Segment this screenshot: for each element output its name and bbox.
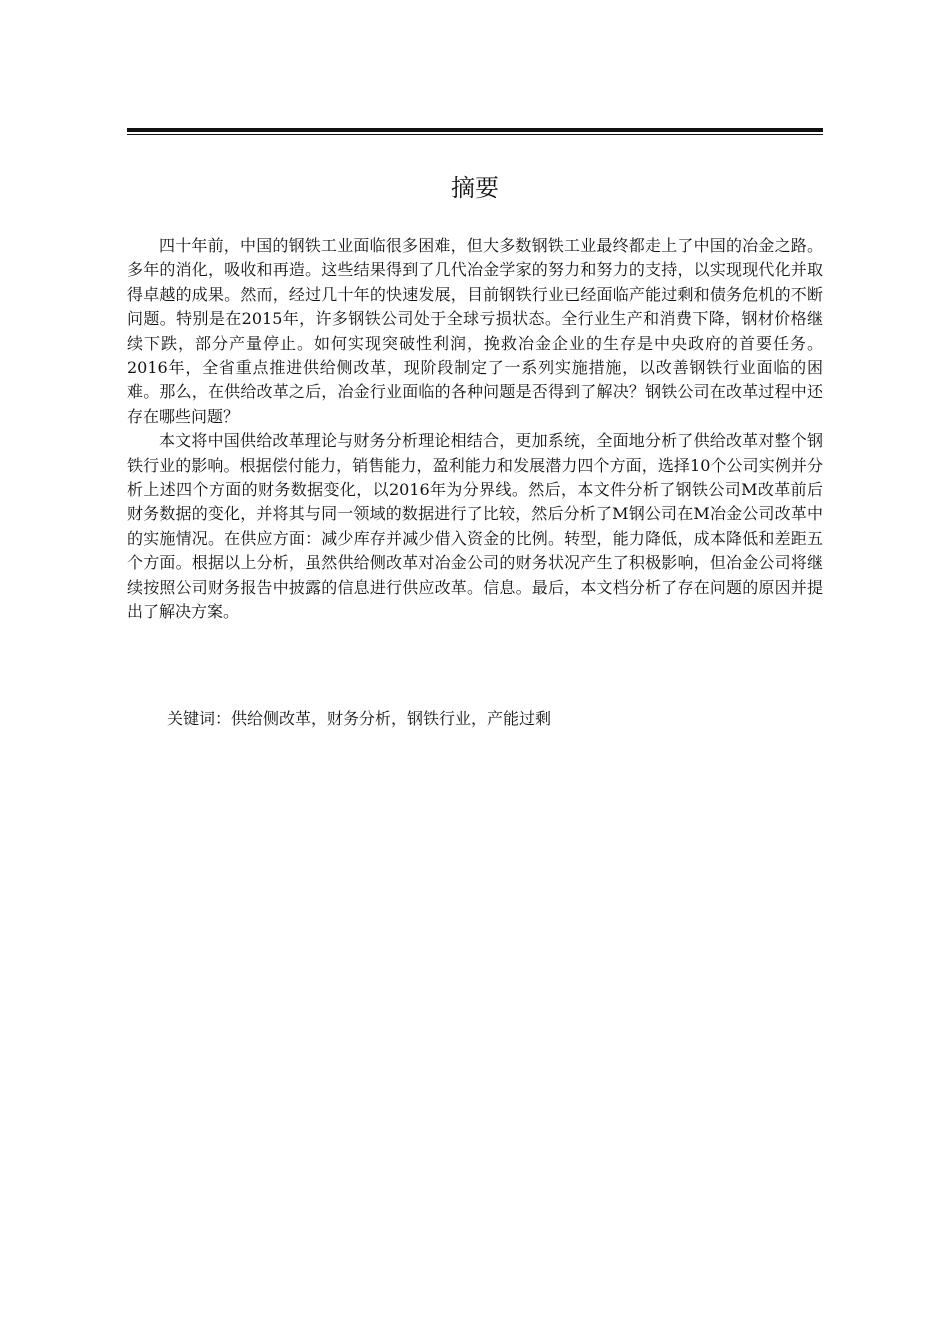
- abstract-paragraph-1: 四十年前，中国的钢铁工业面临很多困难，但大多数钢铁工业最终都走上了中国的冶金之路。多年的消化，吸收和再造。这些结果得到了几代冶金学家的努力和努力的支持，以实现现代化并取得卓越的成果。然而，经过几十年的快速发展，目前钢铁行业已经面临产能过剩和债务危机的不断问题。特别是在2015年，许多钢铁公司处于全球亏损状态。全行业生产和消费下降，钢材价格继续下跌，部分产量停止。如何实现突破性利润，挽救冶金企业的生存是中央政府的首要任务。 2016年，全省重点推进供给侧改革，现阶段制定了一系列实施措施，以改善钢铁行业面临的困难。那么，在供给改革之后，冶金行业面临的各种问题是否得到了解决？钢铁公司在改革过程中还存在哪些问题？: [127, 236, 823, 426]
- abstract-body: [127, 234, 823, 625]
- header-rule-thick-line: [127, 128, 823, 132]
- abstract-title: 摘要: [451, 174, 499, 202]
- keywords-line: 关键词：供给侧改革，财务分析，钢铁行业，产能过剩: [167, 709, 552, 728]
- abstract-paragraph-2: 本文将中国供给改革理论与财务分析理论相结合，更加系统，全面地分析了供给改革对整个钢铁行业的影响。根据偿付能力，销售能力，盈利能力和发展潜力四个方面，选择10个公司实例并分析上述四个方面的财务数据变化，以2016年为分界线。然后，本文件分析了钢铁公司M改革前后财务数据的变化，并将其与同一领域的数据进行了比较，然后分析了M钢公司在M冶金公司改革中的实施情况。在供应方面：减少库存并减少借入资金的比例。转型，能力降低，成本降低和差距五个方面。根据以上分析，虽然供给侧改革对冶金公司的财务状况产生了积极影响，但冶金公司将继续按照公司财务报告中披露的信息进行供应改革。信息。最后，本文档分析了存在问题的原因并提出了解决方案。: [127, 431, 823, 622]
- header-rule: [127, 128, 823, 136]
- header-rule-thin-line: [127, 134, 823, 135]
